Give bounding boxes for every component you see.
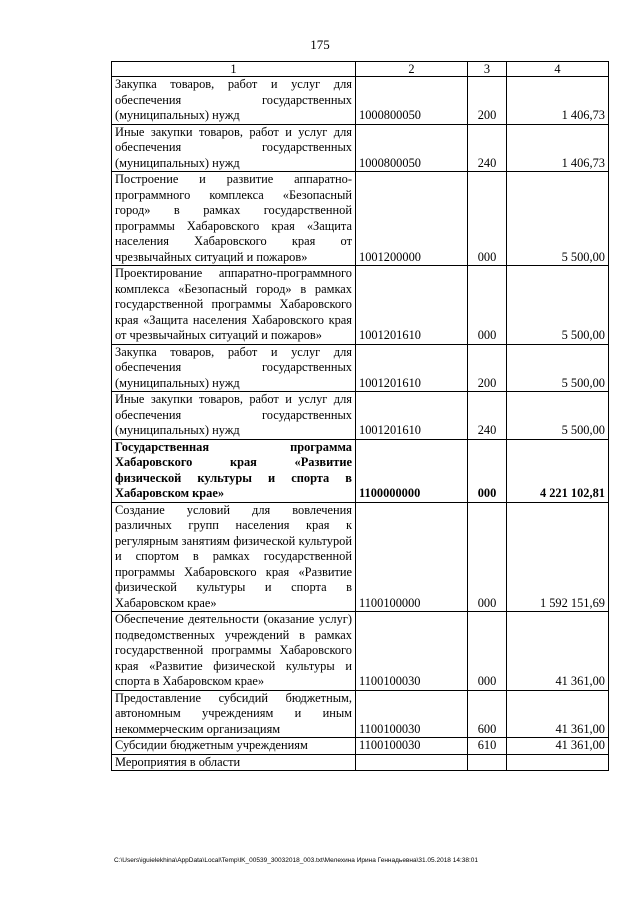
table-row <box>112 124 609 172</box>
header-col-type: 3 <box>468 62 507 77</box>
row-type: 000 <box>468 502 507 612</box>
row-type: 000 <box>468 172 507 266</box>
row-amount: 1 592 151,69 <box>507 502 609 612</box>
table-row <box>112 690 609 738</box>
table-row <box>112 77 609 125</box>
table-row <box>112 392 609 440</box>
row-amount: 4 221 102,81 <box>507 439 609 502</box>
row-code: 1001201610 <box>356 344 468 392</box>
row-code: 1100100030 <box>356 612 468 691</box>
row-code: 1100100030 <box>356 738 468 755</box>
row-code: 1000800050 <box>356 124 468 172</box>
table-row <box>112 266 609 345</box>
header-row <box>112 62 609 77</box>
row-name: Иные закупки товаров, работ и услуг для обеспечения государственных (муниципальных) нужд <box>112 124 356 172</box>
row-type: 200 <box>468 77 507 125</box>
row-code: 1000800050 <box>356 77 468 125</box>
row-type: 240 <box>468 124 507 172</box>
row-type: 000 <box>468 266 507 345</box>
row-code: 1100000000 <box>356 439 468 502</box>
budget-table-body <box>112 62 609 771</box>
file-path-footer: C:\Users\iguielekhina\AppData\Local\Temp\IK_00539_30032018_003.txt\Мелехина Ирина Геннадьевна\31.05.2018 14:38:01 <box>114 857 479 864</box>
table-row <box>112 172 609 266</box>
row-code: 1001200000 <box>356 172 468 266</box>
table-row <box>112 738 609 755</box>
row-amount: 41 361,00 <box>507 612 609 691</box>
page-number: 175 <box>310 37 330 52</box>
row-name: Закупка товаров, работ и услуг для обеспечения государственных (муниципальных) нужд <box>112 77 356 125</box>
row-type: 000 <box>468 439 507 502</box>
row-type: 600 <box>468 690 507 738</box>
row-code <box>356 754 468 771</box>
header-col-name: 1 <box>112 62 356 77</box>
row-code: 1001201610 <box>356 392 468 440</box>
row-amount: 41 361,00 <box>507 738 609 755</box>
row-name: Обеспечение деятельности (оказание услуг) подведомственных учреждений в рамках государственной программы Хабаровского края «Развитие физической культуры и спорта в Хабаровском крае» <box>112 612 356 691</box>
row-name: Проектирование аппаратно-программного комплекса «Безопасный город» в рамках государственной программы Хабаровского края «Защита населения Хабаровского края от чрезвычайных ситуаций и пожаров» <box>112 266 356 345</box>
row-name: Построение и развитие аппаратно-программного комплекса «Безопасный город» в рамках государственной программы Хабаровского края «Защита населения Хабаровского края от чрезвычайных ситуаций и пожаров» <box>112 172 356 266</box>
row-type <box>468 754 507 771</box>
row-name: Закупка товаров, работ и услуг для обеспечения государственных (муниципальных) нужд <box>112 344 356 392</box>
table-row <box>112 502 609 612</box>
row-amount: 5 500,00 <box>507 344 609 392</box>
header-col-code: 2 <box>356 62 468 77</box>
row-code: 1001201610 <box>356 266 468 345</box>
row-amount: 5 500,00 <box>507 266 609 345</box>
row-amount: 41 361,00 <box>507 690 609 738</box>
row-amount: 5 500,00 <box>507 172 609 266</box>
table-row <box>112 439 609 502</box>
row-code: 1100100000 <box>356 502 468 612</box>
table-row <box>112 612 609 691</box>
row-name: Иные закупки товаров, работ и услуг для обеспечения государственных (муниципальных) нужд <box>112 392 356 440</box>
row-name: Предоставление субсидий бюджетным, автономным учреждениям и иным некоммерческим организациям <box>112 690 356 738</box>
row-type: 200 <box>468 344 507 392</box>
row-name: Мероприятия в области <box>112 754 356 771</box>
budget-table <box>111 61 609 771</box>
row-type: 610 <box>468 738 507 755</box>
row-name: Создание условий для вовлечения различных групп населения края к регулярным занятиям физической культурой и спортом в рамках государственной программы Хабаровского края «Развитие физической культуры и спорта в Хабаровском крае» <box>112 502 356 612</box>
row-code: 1100100030 <box>356 690 468 738</box>
row-name: Государственная программа Хабаровского края «Развитие физической культуры и спорта в Хабаровском крае» <box>112 439 356 502</box>
header-col-amount: 4 <box>507 62 609 77</box>
row-amount: 1 406,73 <box>507 124 609 172</box>
row-amount <box>507 754 609 771</box>
table-row <box>112 754 609 771</box>
row-type: 240 <box>468 392 507 440</box>
row-amount: 5 500,00 <box>507 392 609 440</box>
row-type: 000 <box>468 612 507 691</box>
table-row <box>112 344 609 392</box>
row-amount: 1 406,73 <box>507 77 609 125</box>
row-name: Субсидии бюджетным учреждениям <box>112 738 356 755</box>
